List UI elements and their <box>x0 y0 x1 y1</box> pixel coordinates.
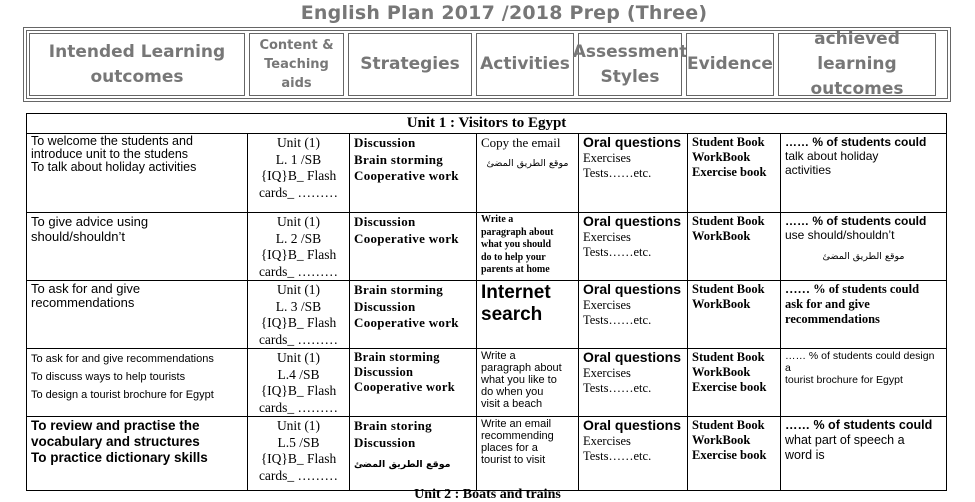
evidence-cell: Student Book WorkBook Exercise book <box>688 417 781 491</box>
strategies-cell: Brain storing Discussion موقع الطريق المضئ <box>350 417 477 491</box>
header-intended-outcomes: Intended Learning outcomes <box>29 33 245 96</box>
assessment-cell: Oral questions Exercises Tests……etc. <box>579 281 688 349</box>
outcomes-cell: To ask for and give recommendations To discuss ways to help tourists To design a tourist brochure for Egypt <box>27 349 248 417</box>
content-cell: Unit (1) L. 3 /SB {IQ}B_ Flash cards_ ……… <box>248 281 350 349</box>
header-achieved-outcomes: achieved learning outcomes <box>778 33 936 96</box>
table-row <box>27 134 947 213</box>
content-cell: Unit (1) L. 2 /SB {IQ}B_ Flash cards_ ……… <box>248 213 350 281</box>
achieved-cell: …… % of students could ask for and give recommendations <box>781 281 947 349</box>
header-content-aids: Content & Teaching aids <box>249 33 344 96</box>
achieved-cell: …… % of students could design a tourist brochure for Egypt <box>781 349 947 417</box>
header-assessment-styles: Assessment Styles <box>578 33 682 96</box>
evidence-cell: Student Book WorkBook <box>688 281 781 349</box>
evidence-cell: Student Book WorkBook <box>688 213 781 281</box>
strategies-cell: Discussion Cooperative work <box>350 213 477 281</box>
unit-row <box>27 114 947 134</box>
header-evidence: Evidence <box>686 33 774 96</box>
evidence-cell: Student Book WorkBook Exercise book <box>688 349 781 417</box>
next-unit-title: Unit 2 : Boats and trains <box>414 487 561 502</box>
achieved-cell: …… % of students could talk about holiday activities <box>781 134 947 213</box>
activities-cell: Internet search <box>477 281 579 349</box>
achieved-cell: …… % of students could use should/shouldn’t موقع الطريق المضئ <box>781 213 947 281</box>
activities-cell: Write a paragraph about what you like to do when you visit a beach <box>477 349 579 417</box>
strategies-cell: Discussion Brain storming Cooperative work <box>350 134 477 213</box>
header-table <box>23 27 951 102</box>
outcomes-cell: To ask for and give recommendations <box>27 281 248 349</box>
activities-cell: Write an email recommending places for a tourist to visit <box>477 417 579 491</box>
content-cell: Unit (1) L.5 /SB {IQ}B_ Flash cards_ ……… <box>248 417 350 491</box>
unit-title: Unit 1 : Visitors to Egypt <box>27 114 947 134</box>
page-title: English Plan 2017 /2018 Prep (Three) <box>300 2 708 24</box>
content-cell: Unit (1) L. 1 /SB {IQ}B_ Flash cards_ ……… <box>248 134 350 213</box>
strategies-cell: Brain storming Discussion Cooperative work <box>350 281 477 349</box>
table-row <box>27 417 947 491</box>
outcomes-cell: To review and practise the vocabulary and structures To practice dictionary skills <box>27 417 248 491</box>
plan-table <box>26 113 947 491</box>
evidence-cell: Student Book WorkBook Exercise book <box>688 134 781 213</box>
header-activities: Activities <box>476 33 574 96</box>
activities-cell: Write a paragraph about what you should do to help your parents at home <box>477 213 579 281</box>
table-row <box>27 349 947 417</box>
assessment-cell: Oral questions Exercises Tests……etc. <box>579 134 688 213</box>
table-row <box>27 281 947 349</box>
outcomes-cell: To give advice using should/shouldn’t <box>27 213 248 281</box>
achieved-cell: …… % of students could what part of speech a word is <box>781 417 947 491</box>
header-strategies: Strategies <box>348 33 472 96</box>
assessment-cell: Oral questions Exercises Tests……etc. <box>579 417 688 491</box>
table-row <box>27 213 947 281</box>
outcomes-cell: To welcome the students and introduce unit to the studens To talk about holiday activities <box>27 134 248 213</box>
assessment-cell: Oral questions Exercises Tests……etc. <box>579 213 688 281</box>
assessment-cell: Oral questions Exercises Tests……etc. <box>579 349 688 417</box>
activities-cell: Copy the email موقع الطريق المضئ <box>477 134 579 213</box>
content-cell: Unit (1) L.4 /SB {IQ}B_ Flash cards_ ……… <box>248 349 350 417</box>
strategies-cell: Brain storming Discussion Cooperative work <box>350 349 477 417</box>
